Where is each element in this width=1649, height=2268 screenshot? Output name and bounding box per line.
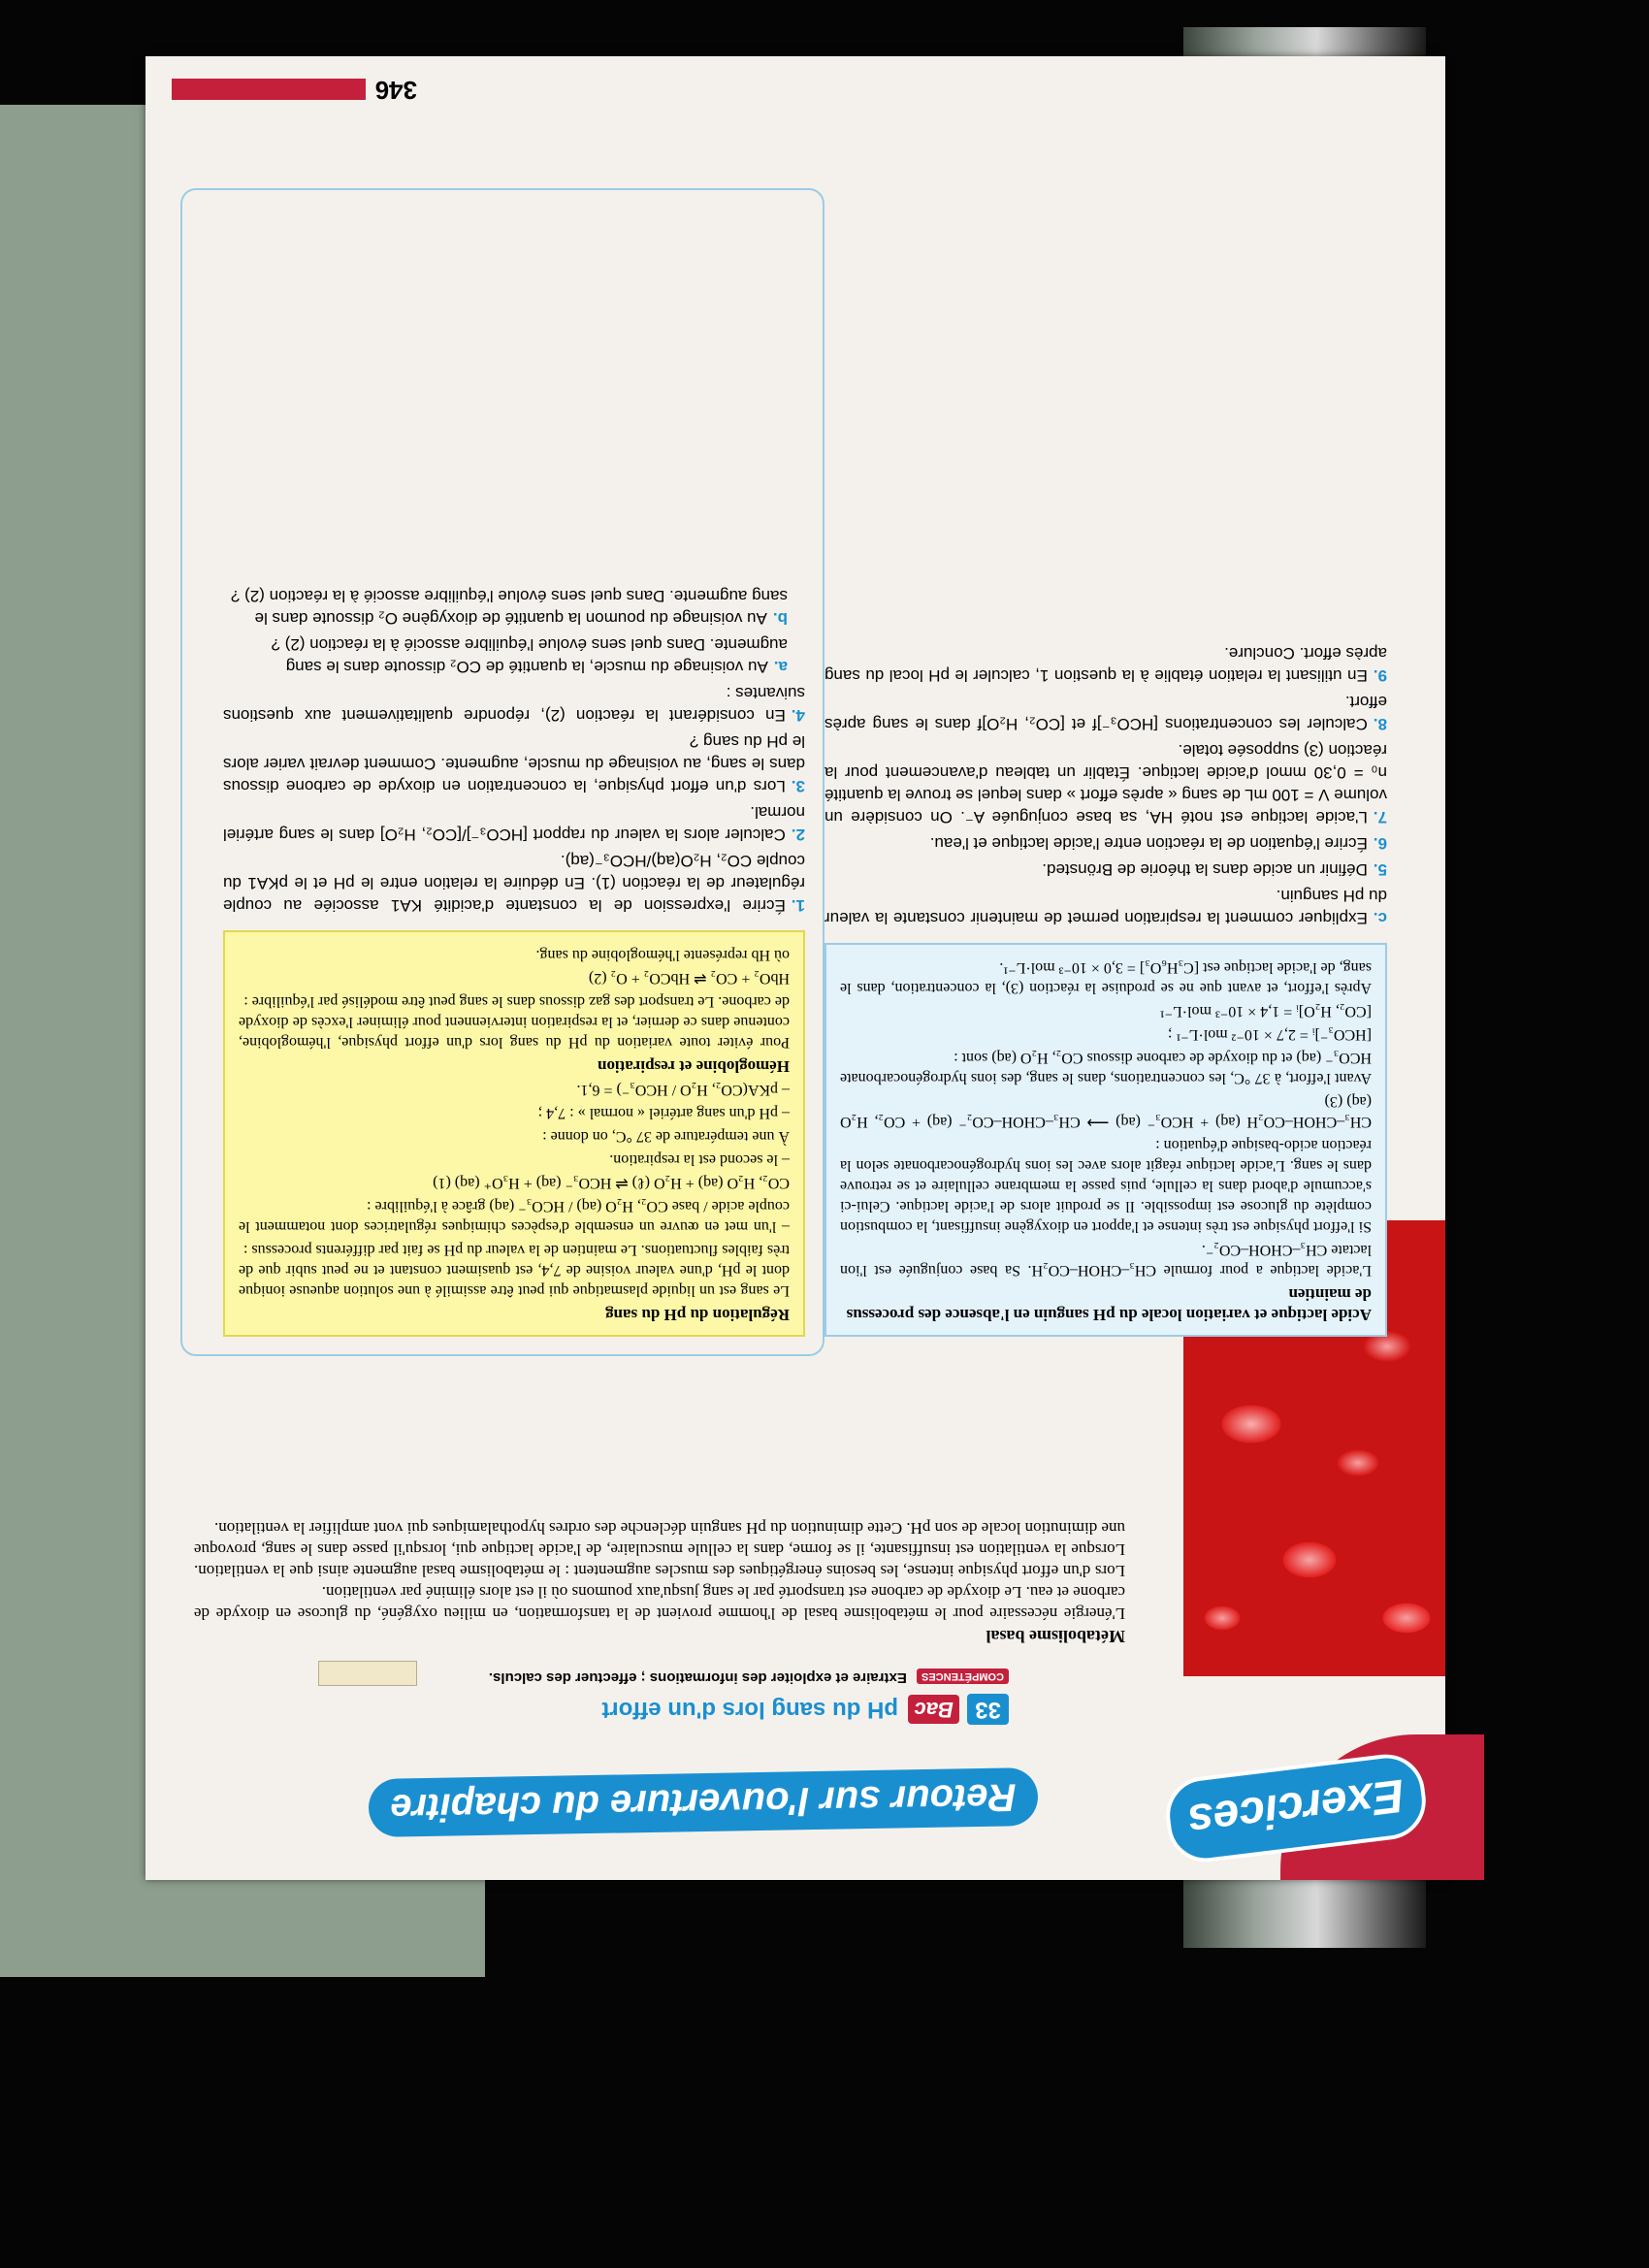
subquestion-letter: a. [773, 658, 788, 676]
question-item [824, 885, 1387, 929]
footer-red-bar [172, 80, 366, 101]
question-number: 1. [791, 896, 805, 915]
question-item [223, 801, 805, 846]
box-paragraph: – l'un met en œuvre un ensemble d'espèces chimiques régulatrices dont notamment le couple acide / base CO₂, H₂O (aq) / HCO₃⁻ (aq) grâce à l'équilibre : [239, 1198, 790, 1235]
subquestion-item [223, 585, 788, 630]
page-header [146, 1754, 1445, 1870]
question-text: Définir un acide dans la théorie de Brönsted. [1042, 860, 1368, 879]
question-text: En considérant la réaction (2), répondre qualitativement aux questions suivantes : [223, 684, 805, 725]
question-item [824, 691, 1387, 735]
subquestion-item [223, 633, 788, 678]
question-text: Calculer alors la valeur du rapport [HCO₃⁻]/[CO₂, H₂O] dans le sang artériel normal. [223, 803, 805, 844]
question-item [824, 832, 1387, 855]
exercise-number: 33 [967, 1694, 1009, 1725]
box-paragraph: Après l'effort, et avant que ne se produise la réaction (3), la concentration, dans le sang, de l'acide lactique est [C₃H₆O₃] = 3,0 × 10⁻³ mol·L⁻¹. [840, 959, 1372, 996]
box-heading: Régulation du pH du sang [605, 1306, 790, 1324]
equation-1: CO₂, H₂O (aq) + H₂O (ℓ) ⇌ HCO₃⁻ (aq) + H₃O⁺ (aq) (1) [433, 1175, 790, 1191]
box-paragraph: [CO₂, H₂O]ᵢ = 1,4 × 10⁻³ mol·L⁻¹ [1159, 1003, 1372, 1020]
competences-row [489, 1669, 1009, 1686]
questions-right [824, 642, 1387, 929]
box-paragraph: L'acide lactique a pour formule CH₃–CHOH–CO₂H. Sa base conjuguée est l'ion lactate CH₃–CHOH–CO₂⁻. [840, 1242, 1372, 1279]
box-paragraph: À une température de 37 °C, on donne : [542, 1128, 790, 1145]
question-item [223, 682, 805, 727]
page-number: 346 [374, 76, 417, 105]
question-number: 2. [791, 826, 805, 844]
exercise-title: pH du sang lors d'un effort [601, 1697, 899, 1723]
left-column [824, 638, 1387, 1337]
exercices-tag: Exercices [1162, 1750, 1431, 1866]
lactic-acid-box [824, 943, 1387, 1337]
box-paragraph: Si l'effort physique est très intense et l'apport en dioxygène insuffisant, la combustion complète du glucose est impossible. Il se produit alors de l'acide lactique. Celui-ci s'accumule d'abord dans la cellule, puis passe la membrane cellulaire et se retrouve dans le sang. L'acide lactique réagit alors avec les ions hydrogénocarbonate selon la réaction acido-basique d'équation : [840, 1137, 1372, 1235]
box-paragraph: Le sang est un liquide plasmatique qui peut être assimilé à une solution aqueuse ionique dont le pH, d'une valeur voisine de 7,4, est quasiment constant et ne peut subir que de très faibles fluctuations. Le maintien de la valeur du pH se fait par différents processus : [239, 1242, 790, 1299]
section-title: Retour sur l'ouverture du chapitre [369, 1767, 1039, 1837]
box-paragraph: [HCO₃⁻]ᵢ = 2,7 × 10⁻² mol·L⁻¹ ; [1167, 1026, 1372, 1043]
exercise-heading [601, 1694, 1009, 1725]
subquestion-letter: b. [772, 609, 788, 628]
question-item [223, 850, 805, 917]
subquestion-text: Au voisinage du muscle, la quantité de CO₂ dissoute dans le sang augmente. Dans quel sens évolue l'équilibre associé à la réaction (2) ? [271, 635, 788, 676]
box-paragraph: – le second est la respiration. [609, 1151, 790, 1168]
intro-paragraph: L'énergie nécessaire pour le métabolisme basal de l'homme provient de la tansformation, en milieu oxygéné, du glucose en dioxyde de carbone et eau. Le dioxyde de carbone est transporté par le sang jusqu'aux poumons où il est alors éliminé par ventilation. [194, 1583, 1125, 1623]
question-number: c. [1373, 909, 1387, 927]
bookmark-tab [318, 1661, 417, 1686]
competences-badge: COMPÉTENCES [917, 1669, 1009, 1684]
question-item [824, 642, 1387, 687]
bac-badge: Bac [908, 1695, 958, 1724]
question-text: Écrire l'expression de la constante d'acidité KA1 associée au couple régulateur de la réaction (1). En déduire la relation entre le pH et le pKA1 du couple CO₂, H₂O(aq)/HCO₃⁻(aq). [223, 852, 805, 915]
intro-heading: Métabolisme basal [986, 1627, 1125, 1646]
question-item [824, 739, 1387, 828]
question-text: L'acide lactique est noté HA, sa base conjuguée A⁻. On considère un volume V = 100 mL de sang « après effort » dans lequel se trouve la quantité n₀ = 0,30 mmol d'acide lactique. Établir un tableau d'avancement pour la réaction (3) supposée totale. [824, 741, 1387, 826]
intro-text [194, 1517, 1125, 1647]
question-text: Écrire l'équation de la réaction entre l'acide lactique et l'eau. [929, 834, 1368, 853]
box-paragraph: Pour éviter toute variation du pH du sang lors d'un effort physique, l'hémoglobine, contenue dans ce dernier, et la respiration interviennent pour éliminer l'excès de dioxyde de carbone. Le transport des gaz dissous dans le sang peut être modélisé par l'équilibre : [239, 993, 790, 1051]
right-column [223, 581, 805, 1337]
question-text: Expliquer comment la respiration permet de maintenir constante la valeur du pH sanguin. [824, 887, 1387, 927]
subquestion-text: Au voisinage du poumon la quantité de dioxygène O₂ dissoute dans le sang augmente. Dans quel sens évolue l'équilibre associé à la réaction (2) ? [230, 587, 788, 628]
blood-ph-regulation-box [223, 930, 805, 1337]
box-paragraph: où Hb représente l'hémoglobine du sang. [535, 947, 790, 963]
box-paragraph: – pKA(CO₂, H₂O / HCO₃⁻) = 6,1. [576, 1082, 790, 1098]
question-number: 7. [1373, 808, 1387, 826]
box-heading: Hémoglobine et respiration [598, 1057, 790, 1076]
question-number: 3. [791, 777, 805, 795]
question-number: 4. [791, 706, 805, 725]
competences-text: Extraire et exploiter des informations ; effectuer des calculs. [488, 1669, 907, 1686]
box-heading: Acide lactique et variation locale du pH sanguin en l'absence des processus de maintien [846, 1285, 1372, 1324]
intro-paragraph: Lors d'un effort physique intense, les besoins énergétiques des muscles augmentent : le métabolisme basal augmente ainsi que la ventilation. Lorsque la ventilation est insuffisante, il se forme, dans la cellule musculaire, de l'acide lactique qui, lorsqu'il passe dans le sang, provoque une diminution locale de son pH. Cette diminution du pH sanguin déclenche des ordres hypothalamiques qui vont amplifier la ventilation. [194, 1519, 1125, 1580]
question-number: 6. [1373, 834, 1387, 853]
question-number: 8. [1373, 715, 1387, 733]
page-footer [172, 75, 417, 105]
question-item [223, 730, 805, 797]
question-text: Lors d'un effort physique, la concentration en dioxyde de carbone dissous dans le sang, au voisinage du muscle, augmente. Comment devrait varier alors le pH du sang ? [223, 732, 805, 795]
equation-2: HbO₂ + CO₂ ⇌ HbCO₂ + O₂ (2) [588, 970, 790, 987]
textbook-page [146, 56, 1445, 1880]
question-text: Calculer les concentrations [HCO₃⁻]f et [CO₂, H₂O]f dans le sang après effort. [824, 693, 1387, 733]
equation-3: CH₃–CHOH–CO₂H (aq) + HCO₃⁻ (aq) ⟶ CH₃–CHOH–CO₂⁻ (aq) + CO₂, H₂O (aq) (3) [840, 1093, 1372, 1130]
box-paragraph: – pH d'un sang artériel « normal » : 7,4 ; [537, 1105, 790, 1121]
box-paragraph: Avant l'effort, à 37 °C, les concentrations, dans le sang, des ions hydrogénocarbonate HCO₃⁻ (aq) et du dioxyde de carbone dissous CO₂, H₂O (aq) sont : [840, 1050, 1372, 1086]
question-number: 5. [1373, 860, 1387, 879]
question-text: En utilisant la relation établie à la question 1, calculer le pH local du sang après effort. Conclure. [824, 644, 1387, 685]
question-item [824, 859, 1387, 881]
question-number: 9. [1373, 666, 1387, 685]
questions-left [223, 585, 805, 917]
